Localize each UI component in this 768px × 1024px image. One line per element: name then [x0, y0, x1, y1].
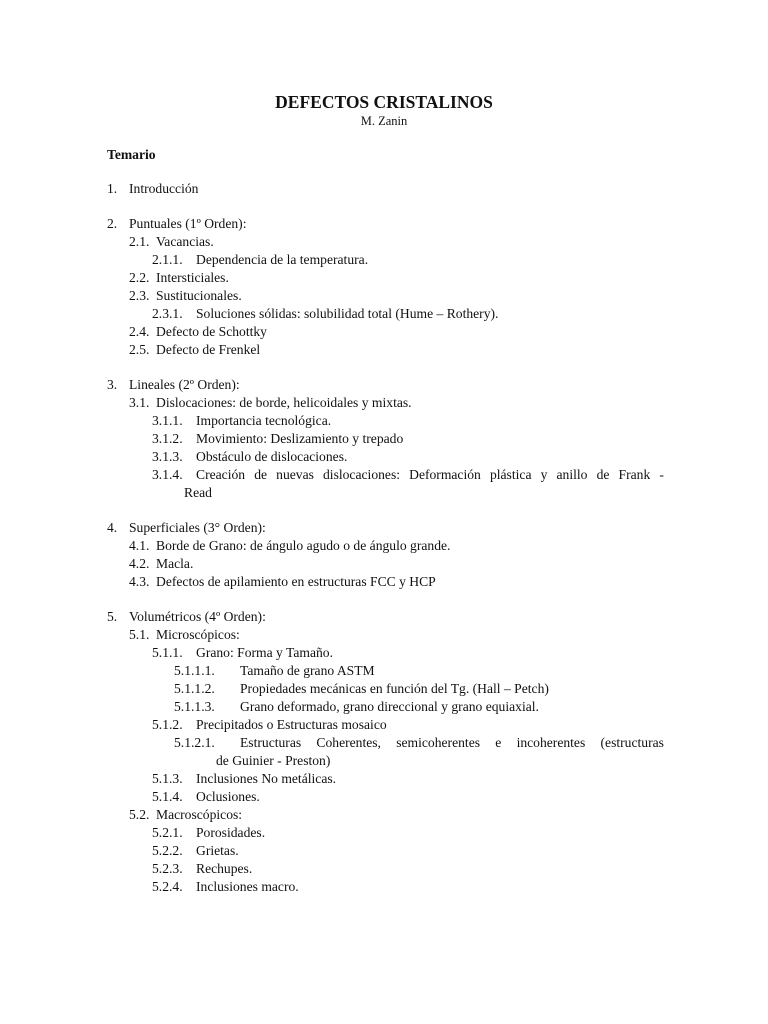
outline-text: Grano deformado, grano direccional y grano equiaxial.	[240, 699, 539, 714]
outline-word: Creación	[196, 467, 246, 482]
outline-item	[174, 662, 668, 680]
outline-number: 5.2.	[129, 807, 150, 822]
outline-item	[152, 842, 668, 860]
document-author: M. Zanin	[360, 114, 408, 128]
outline-text: Intersticiales.	[156, 270, 229, 285]
outline-item	[174, 734, 664, 752]
outline-item	[129, 555, 669, 573]
outline-number: 2.1.1.	[152, 252, 183, 267]
outline-number: 5.2.2.	[152, 843, 183, 858]
outline-text: Oclusiones.	[196, 789, 260, 804]
outline-word: de	[596, 467, 610, 482]
outline-word: (estructuras	[600, 735, 664, 750]
outline-number: 5.1.3.	[152, 771, 183, 786]
outline-text: Soluciones sólidas: solubilidad total (Hume – Rothery).	[196, 306, 499, 321]
outline-item	[174, 698, 668, 716]
outline-number: 5.1.1.1.	[174, 663, 215, 678]
outline-number: 2.4.	[129, 324, 150, 339]
outline-item	[107, 215, 667, 233]
outline-text: Porosidades.	[196, 825, 266, 840]
outline-text: Grietas.	[196, 843, 239, 858]
outline-item	[152, 788, 668, 806]
outline-number: 5.1.1.3.	[174, 699, 215, 714]
outline-text: Rechupes.	[196, 861, 253, 876]
outline-text: Dislocaciones: de borde, helicoidales y mixtas.	[156, 395, 412, 410]
outline-item	[129, 394, 669, 412]
outline-text	[240, 734, 664, 752]
outline-item	[152, 251, 668, 269]
document-title: DEFECTOS CRISTALINOS	[275, 92, 493, 112]
outline-item	[152, 305, 668, 323]
outline-word: nuevas	[276, 467, 314, 482]
outline-item	[107, 376, 667, 394]
outline-number: 2.	[107, 216, 118, 231]
outline-text: Obstáculo de dislocaciones.	[196, 449, 348, 464]
outline-item	[152, 860, 668, 878]
outline-number: 4.	[107, 520, 118, 535]
outline-text: Inclusiones No metálicas.	[196, 771, 337, 786]
outline-text: Superficiales (3° Orden):	[129, 520, 266, 535]
outline-number: 5.1.4.	[152, 789, 183, 804]
outline-number: 5.1.2.	[152, 717, 183, 732]
outline-text: Grano: Forma y Tamaño.	[196, 645, 333, 660]
outline-number: 2.2.	[129, 270, 150, 285]
outline-item	[129, 323, 669, 341]
outline-word: incoherentes	[516, 735, 586, 750]
outline-item	[152, 448, 668, 466]
outline-number: 5.1.1.2.	[174, 681, 215, 696]
outline-number: 3.1.	[129, 395, 150, 410]
outline-text: Propiedades mecánicas en función del Tg. (Hall – Petch)	[240, 681, 549, 696]
outline-text: Macla.	[156, 556, 194, 571]
outline-item	[129, 806, 669, 824]
outline-item	[152, 430, 668, 448]
outline-item	[152, 824, 668, 842]
outline-text: Volumétricos (4º Orden):	[129, 609, 266, 624]
outline-number: 4.3.	[129, 574, 150, 589]
outline-word: dislocaciones:	[323, 467, 401, 482]
outline-item	[129, 573, 669, 591]
outline-number: 5.	[107, 609, 118, 624]
outline-text: Puntuales (1º Orden):	[129, 216, 247, 231]
outline-word: y	[540, 467, 548, 482]
outline-item	[152, 716, 668, 734]
outline-number: 4.2.	[129, 556, 150, 571]
outline-text: Defectos de apilamiento en estructuras FCC y HCP	[156, 574, 436, 589]
outline-number: 5.2.1.	[152, 825, 183, 840]
outline-text	[196, 466, 664, 484]
outline-word: anillo	[556, 467, 588, 482]
outline-text: Borde de Grano: de ángulo agudo o de ángulo grande.	[156, 538, 451, 553]
outline-item	[129, 341, 669, 359]
outline-text: Defecto de Schottky	[156, 324, 267, 339]
outline-item	[129, 626, 669, 644]
outline-word: Frank	[618, 467, 651, 482]
outline-number: 2.3.	[129, 288, 150, 303]
outline-word: Estructuras	[240, 735, 302, 750]
outline-text: Dependencia de la temperatura.	[196, 252, 369, 267]
outline-number: 1.	[107, 181, 118, 196]
outline-item	[152, 466, 664, 484]
outline-item	[129, 287, 669, 305]
outline-text: Inclusiones macro.	[196, 879, 299, 894]
outline-continuation: de Guinier - Preston)	[216, 753, 331, 768]
outline-word: de	[254, 467, 268, 482]
outline-item	[174, 680, 668, 698]
outline-text: Defecto de Frenkel	[156, 342, 261, 357]
outline-item	[129, 537, 669, 555]
outline-text: Macroscópicos:	[156, 807, 243, 822]
outline-number: 3.1.4.	[152, 467, 183, 482]
outline-text: Introducción	[129, 181, 199, 196]
outline-text: Lineales (2º Orden):	[129, 377, 240, 392]
outline-item	[107, 519, 667, 537]
outline-text: Precipitados o Estructuras mosaico	[196, 717, 387, 732]
outline-number: 5.2.4.	[152, 879, 183, 894]
outline-item	[129, 233, 669, 251]
outline-number: 3.1.3.	[152, 449, 183, 464]
outline-number: 4.1.	[129, 538, 150, 553]
outline-text: Sustitucionales.	[156, 288, 242, 303]
outline-number: 3.1.1.	[152, 413, 183, 428]
outline-word: semicoherentes	[396, 735, 481, 750]
outline-word: plástica	[489, 467, 532, 482]
outline-number: 3.1.2.	[152, 431, 183, 446]
outline-text: Importancia tecnológica.	[196, 413, 332, 428]
outline-item	[152, 770, 668, 788]
outline-text: Movimiento: Deslizamiento y trepado	[196, 431, 404, 446]
outline-item	[152, 412, 668, 430]
outline-item	[152, 878, 668, 896]
outline-number: 5.2.3.	[152, 861, 183, 876]
outline-word: Deformación	[409, 467, 481, 482]
outline-number: 2.1.	[129, 234, 150, 249]
section-heading: Temario	[107, 147, 156, 162]
outline-number: 5.1.2.1.	[174, 735, 215, 750]
outline-continuation: Read	[184, 485, 212, 500]
outline-number: 3.	[107, 377, 118, 392]
outline-number: 2.3.1.	[152, 306, 183, 321]
outline-text: Tamaño de grano ASTM	[240, 663, 375, 678]
outline-word: e	[495, 735, 502, 750]
outline-item	[152, 644, 668, 662]
outline-number: 5.1.1.	[152, 645, 183, 660]
outline-text: Microscópicos:	[156, 627, 240, 642]
outline-number: 5.1.	[129, 627, 150, 642]
outline-item	[107, 608, 667, 626]
outline-word: Coherentes,	[316, 735, 381, 750]
outline-item	[129, 269, 669, 287]
outline-item	[107, 180, 667, 198]
outline-text: Vacancias.	[156, 234, 214, 249]
outline-number: 2.5.	[129, 342, 150, 357]
outline-word: -	[659, 467, 664, 482]
